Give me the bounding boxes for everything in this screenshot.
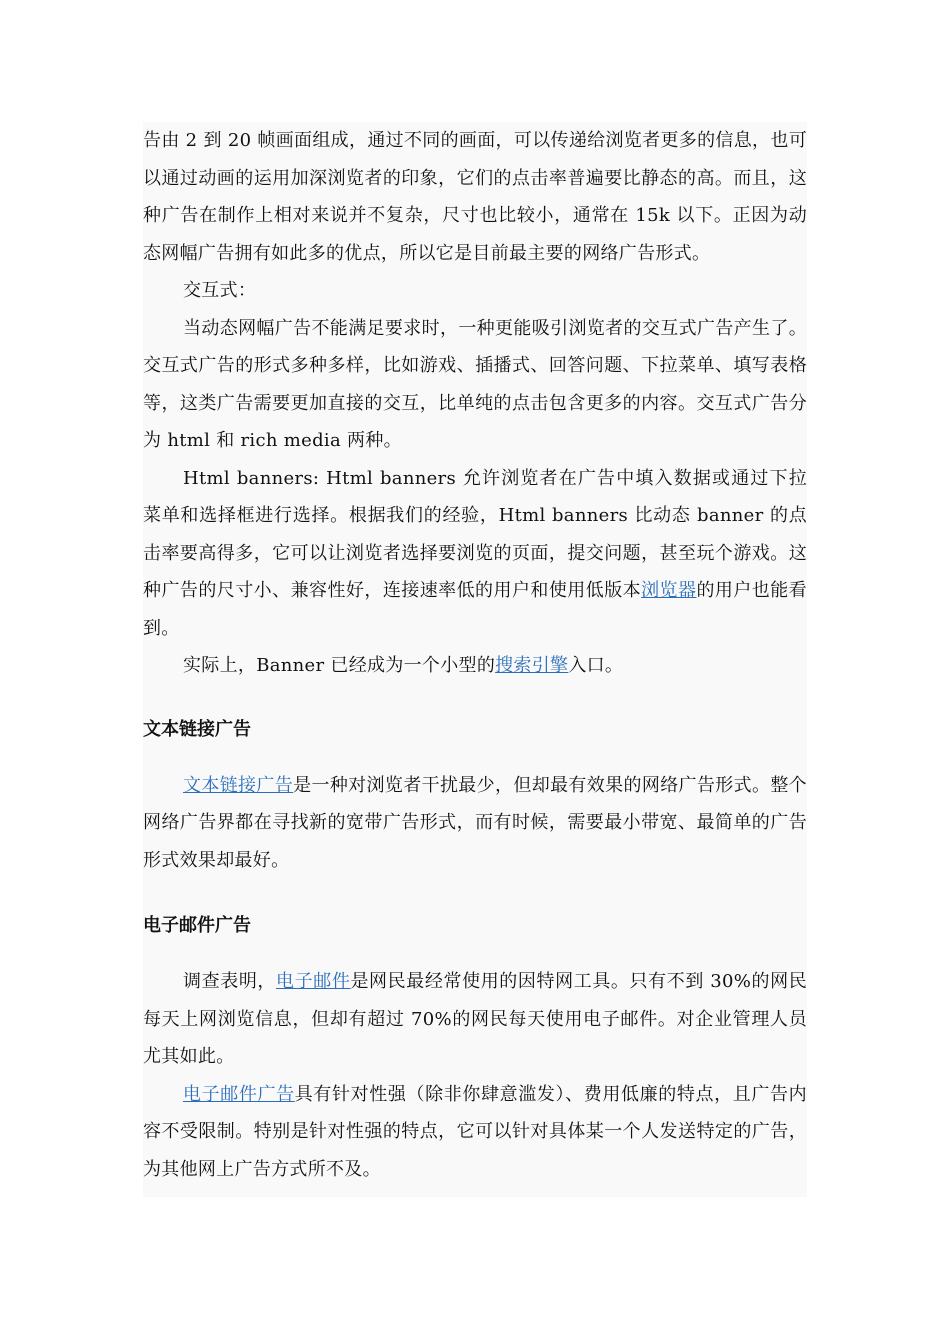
paragraph-interactive-label xyxy=(143,272,807,310)
paragraph-text: 实际上，Banner 已经成为一个小型的 xyxy=(183,655,496,676)
email-ads-link[interactable]: 电子邮件广告 xyxy=(183,1083,295,1105)
paragraph-text: 具有针对性强（除非你肆意滥发）、费用低廉的特点，且广告内容不受限制。特别是针对性强的特点，它可以针对具体某一个人发送特定的广告，为其他网上广告方式所不及。 xyxy=(143,1083,807,1180)
email-link[interactable]: 电子邮件 xyxy=(276,971,351,992)
paragraph-text: 交互式： xyxy=(183,280,257,301)
paragraph-text: 入口。 xyxy=(568,655,624,676)
browser-link[interactable]: 浏览器 xyxy=(641,580,697,601)
paragraph-banner-search xyxy=(143,647,807,685)
paragraph-text: Html banners: Html banners 允许浏览者在广告中填入数据或通过下拉菜单和选择框进行选择。根据我们的经验，Html banners 比动态 banner 的点击率要高得多，它可以让浏览者选择要浏览的页面，提交问题，甚至玩个游戏。这种广告的尺寸小、兼容性好，连接速率低的用户和使用低版本 xyxy=(143,467,807,601)
paragraph-text: 的用户也能看到。 xyxy=(143,580,807,639)
paragraph-text: 调查表明， xyxy=(183,971,277,992)
paragraph-text: 当动态网幅广告不能满足要求时，一种更能吸引浏览者的交互式广告产生了。交互式广告的形式多种多样，比如游戏、插播式、回答问题、下拉菜单、填写表格等，这类广告需要更加直接的交互，比单纯的点击包含更多的内容。交互式广告分为 html 和 rich media 两种。 xyxy=(143,317,807,451)
heading-email-ads: 电子邮件广告 xyxy=(143,915,251,936)
paragraph-text-link-ads xyxy=(143,767,807,880)
paragraph-html-banners xyxy=(143,460,807,648)
paragraph-animated-banner xyxy=(143,122,807,272)
article-body xyxy=(143,122,807,1197)
paragraph-email-survey xyxy=(143,963,807,1076)
paragraph-text: 是网民最经常使用的因特网工具。只有不到 30%的网民每天上网浏览信息，但却有超过 70%的网民每天使用电子邮件。对企业管理人员尤其如此。 xyxy=(143,971,807,1067)
paragraph-text: 告由 2 到 20 帧画面组成，通过不同的画面，可以传递给浏览者更多的信息，也可以通过动画的运用加深浏览者的印象，它们的点击率普遍要比静态的高。而且，这种广告在制作上相对来说并不复杂，尺寸也比较小，通常在 15k 以下。正因为动态网幅广告拥有如此多的优点，所以它是目前最主要的网络广告形式。 xyxy=(143,130,807,264)
heading-text-link-ads: 文本链接广告 xyxy=(143,718,251,740)
text-link-ads-link[interactable]: 文本链接广告 xyxy=(183,774,294,796)
search-engine-link[interactable]: 搜索引擎 xyxy=(495,655,569,676)
paragraph-text: 是一种对浏览者干扰最少，但却最有效果的网络广告形式。整个网络广告界都在寻找新的宽带广告形式，而有时候，需要最小带宽、最简单的广告形式效果却最好。 xyxy=(143,774,807,871)
paragraph-interactive-ads xyxy=(143,310,807,460)
paragraph-email-ads xyxy=(143,1076,807,1189)
